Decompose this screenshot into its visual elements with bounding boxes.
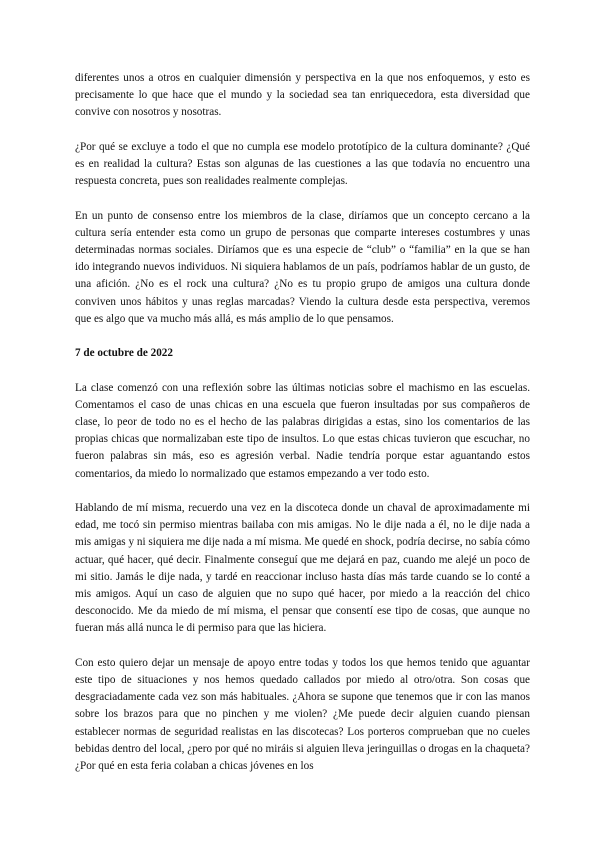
paragraph: En un punto de consenso entre los miembros de la clase, diríamos que un concepto cercano a la cultura sería entender esta como un grupo de personas que comparte intereses costumbres y unas determinadas normas sociales. Diríamos que es una especie de “club” o “familia” en la que se han ido integrando nuevos individuos. Ni siquiera hablamos de un país, podríamos hablar de un gusto, de una afición. ¿No es el rock una cultura? ¿No es tu propio grupo de amigos una cultura donde conviven unos hábitos y unas reglas marcadas? Viendo la cultura desde esta perspectiva, veremos que es algo que va mucho más allá, es más amplio de lo que pensamos.: [75, 209, 530, 325]
date-heading: 7 de octubre de 2022: [75, 347, 173, 360]
paragraph: Hablando de mí misma, recuerdo una vez en la discoteca donde un chaval de aproximadamente mi edad, me tocó sin permiso mientras bailaba con mis amigas. No le dije nada a él, no le dije nada a mis amigas y ni siquiera me dije nada a mí misma. Me quedé en shock, podría decirse, no sabía cómo actuar, qué hacer, qué decir. Finalmente conseguí que me dejará en paz, cuando me alejé un poco de mi sitio. Jamás le dije nada, y tardé en reaccionar incluso hasta días más tarde cuando se lo conté a mis amigos. Aquí un caso de alguien que no supo qué hacer, por miedo a la reacción del chico desconocido. Me da miedo de mí misma, el pensar que consentí ese tipo de cosas, que aunque no fueran más allá nunca le di permiso para que las hiciera.: [75, 502, 530, 635]
paragraph: diferentes unos a otros en cualquier dimensión y perspectiva en la que nos enfoquemos, y esto es precisamente lo que hace que el mundo y la sociedad sea tan enriquecedora, esta diversidad que convive con nosotros y nosotras.: [75, 72, 530, 119]
document-page: [75, 70, 530, 792]
paragraph: Con esto quiero dejar un mensaje de apoyo entre todas y todos los que hemos tenido que aguantar este tipo de situaciones y nos hemos quedado callados por miedo al otro/otra. Son cosas que desgraciadamente cada vez son más habituales. ¿Ahora se supone que tenemos que ir con las manos sobre los brazos para que no pinchen y me violen? ¿Me puede decir alguien cuando piensan establecer normas de seguridad realistas en las discotecas? Los porteros comprueban que no cueles bebidas dentro del local, ¿pero por qué no miráis si alguien lleva jeringuillas o drogas en la chaqueta? ¿Por qué en esta feria colaban a chicas jóvenes en los: [75, 656, 530, 773]
paragraph: ¿Por qué se excluye a todo el que no cumpla ese modelo prototípico de la cultura dominante? ¿Qué es en realidad la cultura? Estas son algunas de las cuestiones a las que todavía no encuentro una respuesta concreta, pues son realidades realmente complejas.: [75, 140, 530, 188]
paragraph: La clase comenzó con una reflexión sobre las últimas noticias sobre el machismo en las escuelas. Comentamos el caso de unas chicas en una escuela que fueron insultadas por sus compañeros de clase, lo peor de todo no es el hecho de las palabras dirigidas a estas, sino los comentarios de las propias chicas que normalizaban este tipo de insultos. Lo que estas chicas tuvieron que escuchar, no fueron palabras sin más, eso es agresión verbal. Nadie tendría porque estar aguantando estos comentarios, da miedo lo normalizado que estamos empezando a ver todo esto.: [75, 381, 530, 480]
